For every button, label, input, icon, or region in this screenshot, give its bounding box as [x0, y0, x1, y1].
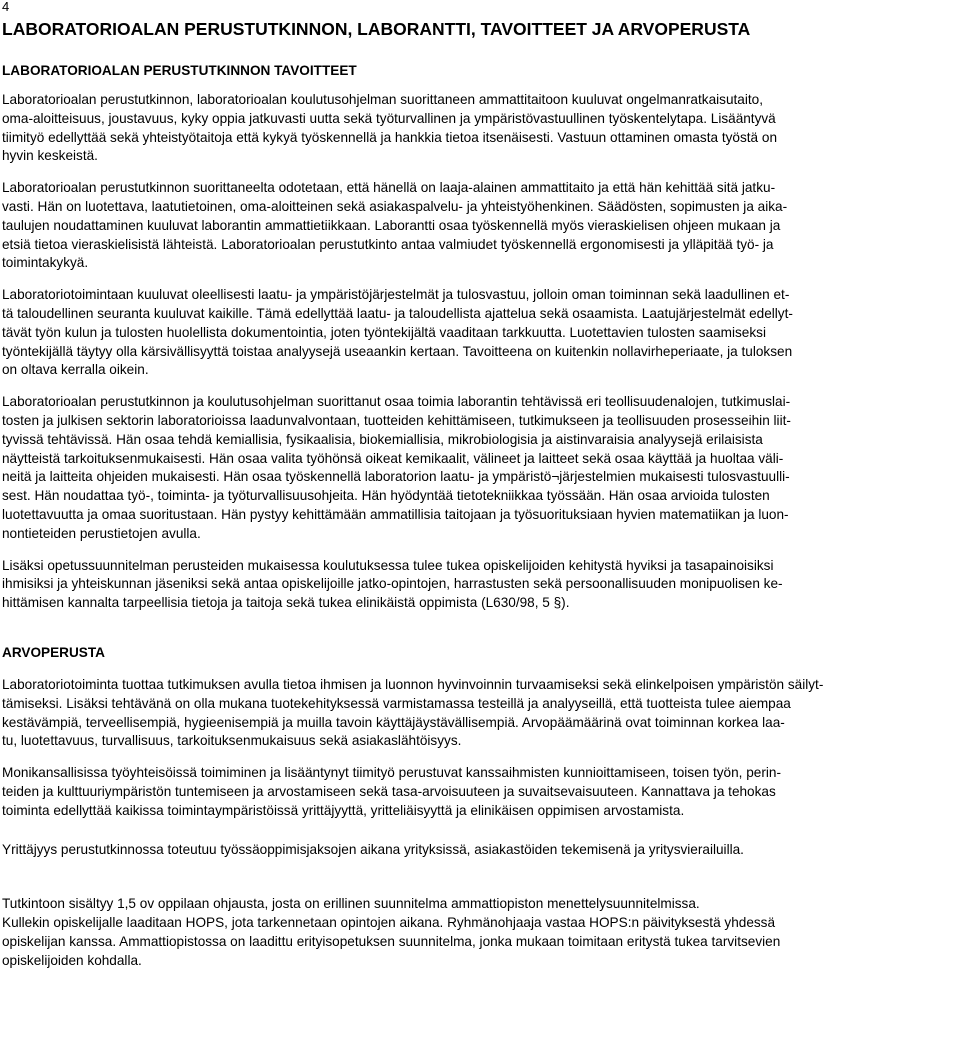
- text-line: on oltava kerralla oikein.: [2, 362, 149, 378]
- text-line: hyvin keskeistä.: [2, 148, 98, 164]
- page-number: 4: [2, 0, 10, 14]
- section-heading-tavoitteet: LABORATORIOALAN PERUSTUTKINNON TAVOITTEET: [2, 63, 357, 78]
- text-line: Kullekin opiskelijalle laaditaan HOPS, jota tarkennetaan opintojen aikana. Ryhmänohjaaja vastaa HOPS:n päivityksestä yhdessä: [2, 915, 776, 931]
- text-line: tyvissä tehtävissä. Hän osaa tehdä kemiallisia, fysikaalisia, biokemiallisia, mikrobiologisia ja aistinvaraisia analyysejä erilaisista: [2, 431, 763, 447]
- text-line: Tutkintoon sisältyy 1,5 ov oppilaan ohjausta, josta on erillinen suunnitelma ammattiopiston menettelysuunnitelmissa.: [2, 896, 700, 912]
- text-line: opiskelijan kanssa. Ammattiopistossa on laadittu erityisopetuksen suunnitelma, jonka mukaan toimitaan eritystä tukea tarvitsevien: [2, 933, 781, 949]
- text-line: neitä ja laitteita ohjeiden mukaisesti. Hän osaa työskennellä laboratorion laatu- ja ympäristö¬järjestelmien mukaisesti tulosvastuulli-: [2, 469, 790, 485]
- text-line: tä taloudellinen seuranta kuuluvat kaikille. Tämä edellyttää laatu- ja taloudellista ajattelua sekä osaamista. Laatujärjestelmät edellyt-: [2, 305, 793, 321]
- text-line: tiimityö edellyttää sekä yhteistyötaitoja että kykyä työskennellä ja hankkia tietoa itsenäisesti. Vastuun ottaminen omasta työstä on: [2, 129, 778, 145]
- document-title: LABORATORIOALAN PERUSTUTKINNON, LABORANTTI, TAVOITTEET JA ARVOPERUSTA: [2, 19, 751, 39]
- document-body: [2, 62, 952, 983]
- paragraph: [2, 286, 952, 380]
- paragraph: [2, 895, 952, 970]
- text-line: oma-aloitteisuus, joustavuus, kyky oppia jatkuvasti uutta sekä työturvallinen ja ympäristövastuullinen työskentelytapa. Lisääntyvä: [2, 110, 776, 126]
- section-heading-arvoperusta: ARVOPERUSTA: [2, 644, 105, 660]
- text-line: Laboratorioalan perustutkinnon ja koulutusohjelman suorittanut osaa toimia laborantin tehtävissä eri teollisuudenalojen, tutkimuslai-: [2, 394, 791, 410]
- text-line: teiden ja kulttuuriympäristön tuntemiseen ja arvostamiseen sekä tasa-arvoisuuteen ja suvaitsevaisuuteen. Kannattava ja tehokas: [2, 783, 776, 799]
- text-line: Laboratoriotoiminta tuottaa tutkimuksen avulla tietoa ihmisen ja luonnon hyvinvoinnin turvaamiseksi sekä elinkelpoisen ympäristön säilyt-: [2, 676, 824, 692]
- paragraph: [2, 676, 952, 751]
- text-line: vasti. Hän on luotettava, laatutietoinen, oma-aloitteinen sekä asiakaspalvelu- ja yhteistyöhenkinen. Säädösten, sopimusten ja aika-: [2, 198, 788, 214]
- text-line: opiskelijoiden kohdalla.: [2, 952, 142, 968]
- paragraph: [2, 764, 952, 820]
- text-line: näytteistä tarkoituksenmukaisesti. Hän osaa valita työhönsä oikeat kemikaalit, välineet ja laitteet sekä osaa käyttää ja huoltaa väli-: [2, 450, 784, 466]
- text-line: luotettavuutta ja omaa suoritustaan. Hän pystyy kehittämään ammatillisia taitojaan ja työsuorituksiaan hyvien matematiikan ja luon-: [2, 506, 789, 522]
- paragraph: [2, 841, 952, 860]
- text-line: nontieteiden perustietojen avulla.: [2, 525, 201, 541]
- text-line: tävät työn kulun ja tulosten huolellista dokumentointia, joten työntekijältä vaaditaan tarkkuutta. Luotettavien tulosten saamiseksi: [2, 324, 766, 340]
- text-line: Laboratorioalan perustutkinnon, laboratorioalan koulutusohjelman suorittaneen ammattitaitoon kuuluvat ongelmanratkaisutaito,: [2, 92, 763, 107]
- text-line: Lisäksi opetussuunnitelman perusteiden mukaisessa koulutuksessa tulee tukea opiskelijoiden kehitystä hyviksi ja tasapainoisiksi: [2, 557, 774, 573]
- text-line: Monikansallisissa työyhteisöissä toimiminen ja lisääntynyt tiimityö perustuvat kanssaihmisten kunnioittamiseen, toisen työn, perin-: [2, 765, 781, 781]
- paragraph: [2, 179, 952, 273]
- text-line: tämiseksi. Lisäksi tehtävänä on olla mukana tuotekehityksessä varmistamassa testeillä ja analyyseillä, että tuotteista tulee aiempaa: [2, 695, 791, 711]
- text-line: tosten ja julkisen sektorin laboratorioissa laadunvalvontaan, tuotteiden kehittämiseen, tutkimukseen ja teollisuuden prosesseihin liit-: [2, 412, 791, 428]
- text-line: toiminta edellyttää kaikissa toimintaympäristöissä yrittäjyyttä, yritteliäisyyttä ja elinikäisen oppimisen arvostamista.: [2, 802, 685, 818]
- text-line: toimintakykyä.: [2, 255, 89, 271]
- text-line: sest. Hän noudattaa työ-, toiminta- ja työturvallisuusohjeita. Hän hyödyntää tietotekniikkaa työssään. Hän osaa arvioida tulosten: [2, 488, 770, 504]
- text-line: taulujen noudattaminen kuuluvat laborantin ammattietiikkaan. Laborantti osaa työskennellä myös vieraskielisen ohjeen mukaan ja: [2, 217, 781, 233]
- text-line: tu, luotettavuus, turvallisuus, tarkoituksenmukaisuus sekä asiakaslähtöisyys.: [2, 733, 462, 749]
- paragraph: [2, 393, 952, 543]
- text-line: ihmisiksi ja yhteiskunnan jäseniksi sekä antaa opiskelijoille jatko-opintojen, harrastusten sekä persoonallisuuden monipuolisen ke-: [2, 576, 783, 592]
- text-line: kestävämpiä, terveellisempiä, hygieenisempiä ja muilla tavoin käyttäjäystävällisempiä. Arvopäämäärinä ovat toiminnan korkea laa-: [2, 714, 785, 730]
- text-line: Laboratoriotoimintaan kuuluvat oleellisesti laatu- ja ympäristöjärjestelmät ja tulosvastuu, jolloin oman toiminnan sekä laadullinen et-: [2, 287, 790, 303]
- text-line: Laboratorioalan perustutkinnon suorittaneelta odotetaan, että hänellä on laaja-alainen ammattitaito ja että hän kehittää sitä jatku-: [2, 180, 776, 196]
- text-line: Yrittäjyys perustutkinnossa toteutuu työssäoppimisjaksojen aikana yrityksissä, asiakastöiden tekemisenä ja yritysvierailuilla.: [2, 841, 744, 857]
- text-line: työntekijällä täytyy olla kärsivällisyyttä toistaa analyysejä useaankin kertaan. Tavoitteena on kuitenkin nollavirheperiaate, ja tuloksen: [2, 343, 793, 359]
- paragraph: [2, 91, 952, 166]
- text-line: etsiä tietoa vieraskielisistä lähteistä. Laboratorioalan perustutkinto antaa valmiudet työskennellä ergonomisesti ja ylläpitää työ- ja: [2, 236, 774, 252]
- text-line: hittämisen kannalta tarpeellisia tietoja ja taitoja sekä tukea elinikäistä oppimista (L630/98, 5 §).: [2, 595, 570, 611]
- paragraph: [2, 557, 952, 613]
